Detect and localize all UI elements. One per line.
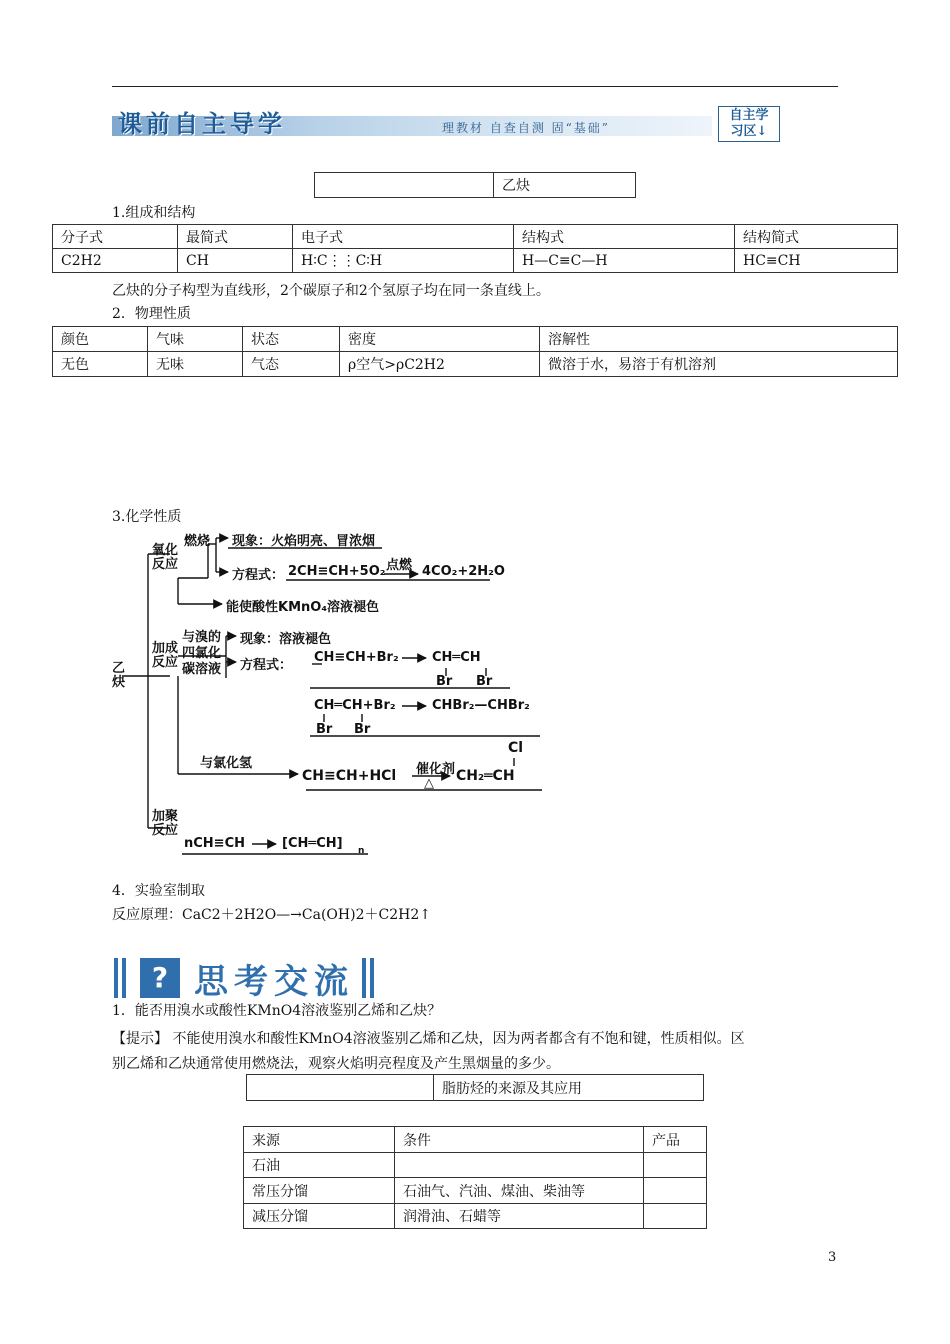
- fat-source-box: [246, 1074, 704, 1101]
- table-header-row: [244, 1127, 707, 1153]
- table-cell: H—C≡C—H: [514, 249, 735, 273]
- title-box-label: 乙炔: [494, 173, 636, 198]
- table-row: [244, 1153, 707, 1178]
- table-cell: 状态: [243, 327, 340, 352]
- oxidation-label: 氧化反应: [152, 543, 179, 572]
- br-label-4: Br: [354, 722, 371, 737]
- table-cell: [644, 1178, 707, 1204]
- table-cell: 结构简式: [735, 225, 898, 249]
- table-cell: ρ空气>ρC2H2: [340, 352, 540, 377]
- table-cell: HC≡CH: [735, 249, 898, 273]
- table-cell: H∶C⋮⋮C∶H: [293, 249, 514, 273]
- banner-title: 课前自主导学: [118, 110, 286, 138]
- br-eq1-left: CH≡CH+Br₂: [314, 650, 399, 665]
- phenomenon1: 现象：火焰明亮、冒浓烟: [232, 534, 376, 549]
- fat-box-label: 脂肪烃的来源及其应用: [434, 1075, 704, 1101]
- poly-n: n: [358, 846, 365, 856]
- table-cell: 石油: [244, 1153, 395, 1178]
- table-cell: 电子式: [293, 225, 514, 249]
- section1-note: 乙炔的分子构型为直线形，2个碳原子和2个氢原子均在同一条直线上。: [112, 283, 550, 299]
- combustion-eq-right: 4CO₂+2H₂O: [422, 564, 505, 579]
- bromine-label: 与溴的四氯化碳溶液: [182, 630, 222, 677]
- think-title: 思考交流: [194, 962, 354, 1002]
- table-cell: [644, 1204, 707, 1229]
- banner-subtitle: 理教材 自查自测 固“基础”: [442, 121, 610, 135]
- table-cell: 常压分馏: [244, 1178, 395, 1204]
- table-cell: 最简式: [178, 225, 293, 249]
- phenomenon2: 现象：溶液褪色: [240, 632, 332, 647]
- table-cell: 颜色: [53, 327, 148, 352]
- equation-label: 方程式：: [232, 568, 285, 583]
- chemical-properties-diagram: [112, 528, 552, 868]
- table-cell: 密度: [340, 327, 540, 352]
- table-cell: 减压分馏: [244, 1204, 395, 1229]
- table-cell: 条件: [395, 1127, 644, 1153]
- table-cell: 微溶于水，易溶于有机溶剂: [540, 352, 898, 377]
- combustion-eq-left: 2CH≡CH+5O₂: [288, 564, 386, 579]
- banner-box-line2: 习区↓: [730, 124, 768, 139]
- combustion-label: 燃烧: [184, 534, 211, 549]
- heat-label: △: [424, 776, 434, 791]
- think-question: 1．能否用溴水或酸性KMnO4溶液鉴别乙烯和乙炔？: [112, 1003, 442, 1019]
- banner-box: [718, 106, 780, 142]
- section-banner: [112, 104, 784, 144]
- table-cell: 来源: [244, 1127, 395, 1153]
- page-number: 3: [828, 1250, 837, 1265]
- think-hint-line2: 别乙烯和乙炔通常使用燃烧法，观察火焰明亮程度及产生黑烟量的多少。: [112, 1056, 560, 1072]
- source-table: [243, 1126, 707, 1229]
- think-bar-left-2: [122, 958, 126, 998]
- table-row: [53, 249, 898, 273]
- section1-heading: 1.组成和结构: [112, 205, 196, 221]
- fat-box-empty: [247, 1075, 434, 1101]
- br-eq1-right: CH═CH: [432, 650, 481, 665]
- think-bar-left-1: [114, 958, 118, 998]
- br-eq2-left: CH═CH+Br₂: [314, 698, 396, 713]
- table-cell: 石油气、汽油、煤油、柴油等: [395, 1178, 644, 1204]
- br-eq2-right: CHBr₂—CHBr₂: [432, 698, 530, 713]
- table-header-row: [53, 327, 898, 352]
- think-bar-right-1: [362, 958, 366, 998]
- hcl-label: 与氯化氢: [200, 756, 253, 771]
- equation-label-2: 方程式：: [240, 658, 293, 673]
- table-cell: 无色: [53, 352, 148, 377]
- think-bar-right-2: [370, 958, 374, 998]
- br-label-2: Br: [476, 674, 493, 689]
- question-icon: ?: [140, 958, 180, 998]
- table-cell: 气味: [148, 327, 243, 352]
- table-cell: 润滑油、石蜡等: [395, 1204, 644, 1229]
- table-cell: 产品: [644, 1127, 707, 1153]
- table-row: [53, 352, 898, 377]
- br-label-1: Br: [436, 674, 453, 689]
- table-cell: C2H2: [53, 249, 178, 273]
- section4-heading: 4．实验室制取: [112, 883, 205, 899]
- hcl-eq-right: CH₂═CH: [456, 768, 515, 784]
- section2-heading: 2．物理性质: [112, 306, 191, 322]
- table-cell: [395, 1153, 644, 1178]
- table-header-row: [53, 225, 898, 249]
- table-cell: 分子式: [53, 225, 178, 249]
- reaction-principle: 反应原理：CaC2＋2H2O—→Ca(OH)2＋C2H2↑: [112, 907, 431, 923]
- title-box-empty: [315, 173, 494, 198]
- think-banner: [112, 956, 382, 1002]
- table-row: [244, 1178, 707, 1204]
- poly-eq-right: [CH═CH]: [282, 836, 343, 851]
- table-cell: CH: [178, 249, 293, 273]
- hcl-eq-left: CH≡CH+HCl: [302, 768, 397, 784]
- table-cell: 结构式: [514, 225, 735, 249]
- banner-box-line1: 自主学: [729, 108, 769, 123]
- table-cell: [644, 1153, 707, 1178]
- table-cell: 无味: [148, 352, 243, 377]
- title-box: [314, 172, 636, 198]
- table-cell: 溶解性: [540, 327, 898, 352]
- addition-label: 加成反应: [152, 641, 179, 670]
- table-row: [244, 1204, 707, 1229]
- polymer-label: 加聚反应: [152, 809, 179, 838]
- poly-eq-left: nCH≡CH: [184, 836, 245, 851]
- structure-table: [52, 224, 898, 273]
- table-cell: 气态: [243, 352, 340, 377]
- top-rule: [112, 86, 838, 87]
- cl-label: Cl: [508, 740, 524, 756]
- br-label-3: Br: [316, 722, 333, 737]
- think-hint-line1: 【提示】 不能使用溴水和酸性KMnO4溶液鉴别乙烯和乙炔，因为两者都含有不饱和键，性质相似。区: [112, 1031, 745, 1047]
- catalyst-label: 催化剂: [416, 762, 456, 777]
- kmno4-label: 能使酸性KMnO₄溶液褪色: [226, 600, 380, 615]
- section3-heading: 3.化学性质: [112, 509, 182, 525]
- root-label: 乙炔: [112, 661, 126, 690]
- combustion-condition: 点燃: [386, 558, 413, 573]
- physical-table: [52, 326, 898, 377]
